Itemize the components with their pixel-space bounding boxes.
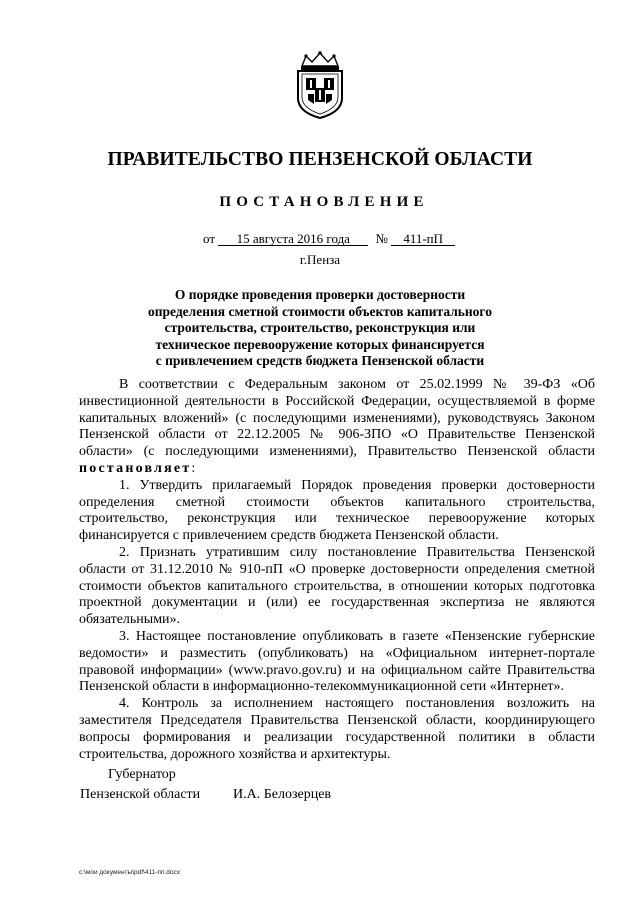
document-number: 411-пП — [391, 232, 455, 246]
decree-word: постановляет — [79, 460, 192, 476]
signer-region: Пензенской области — [80, 787, 201, 802]
heading-line: строительства, строительство, реконструкция или — [164, 320, 476, 335]
preamble-text: В соответствии с Федеральным законом от 25.02.1999 № 39-ФЗ «Об инвестиционной деятельности в Российской Федерации, осуществляемой в форме капитальных вложений» (с последующими изменениями), руководствуясь Законом Пензенской области от 22.12.2005 № 906-ЗПО «О Правительстве Пензенской области» (с последующими изменениями), Правительство Пензенской области — [79, 377, 595, 460]
clause-3: 3. Настоящее постановление опубликовать в газете «Пензенские губернские ведомости» и разместить (опубликовать) на «Официальном интернет-портале правовой информации» (www.pravo.gov.ru) и на официальном сайте Правительства Пензенской области в информационно-телекоммуникационной сети «Интернет». — [79, 628, 595, 695]
decree-colon: : — [191, 460, 196, 476]
document-type: ПОСТАНОВЛЕНИЕ — [219, 194, 429, 210]
preamble-paragraph — [79, 377, 595, 478]
heading-line: определения сметной стоимости объектов капитального — [148, 303, 492, 319]
clause-4: 4. Контроль за исполнением настоящего постановления возложить на заместителя Председателя Правительства Пензенской области, координирующего вопросы формирования и реализации государственной политики в области строительства, дорожного хозяйства и архитектуры. — [79, 696, 595, 762]
heading-line: О порядке проведения проверки достоверности — [174, 287, 466, 302]
heading-line: с привлечением средств бюджета Пензенской области — [155, 353, 485, 368]
government-name: ПРАВИТЕЛЬСТВО ПЕНЗЕНСКОЙ ОБЛАСТИ — [107, 149, 533, 170]
clause-1: 1. Утвердить прилагаемый Порядок проведения проверки достоверности определения сметной стоимости объектов капитального строительства, строительство, реконструкция или техническое перевооружение которых финансируется с привлечением средств бюджета Пензенской области. — [79, 477, 595, 544]
coat-of-arms-icon — [292, 50, 348, 120]
date-prefix: от — [203, 231, 216, 246]
document-body — [79, 377, 595, 763]
signer-name: И.А. Белозерцев — [233, 787, 332, 802]
date-number-line — [203, 231, 455, 247]
signer-position: Губернатор — [108, 767, 176, 782]
heading-line: техническое перевооружение которых финансируется — [155, 336, 485, 352]
document-heading — [100, 287, 540, 370]
clause-2: 2. Признать утратившим силу постановление Правительства Пензенской области от 31.12.2010 № 910-пП «О проверке достоверности определения сметной стоимости объектов капитального строительства, в отношении которых подготовка проектной документации и (или) ее государственная экспертиза не являются обязательными». — [79, 544, 595, 628]
file-path: c:\мои документы\pdf\411-пп.docx — [79, 869, 180, 876]
city: г.Пенза — [299, 252, 341, 267]
document-date: 15 августа 2016 года — [218, 232, 368, 246]
number-prefix: № — [375, 231, 388, 246]
